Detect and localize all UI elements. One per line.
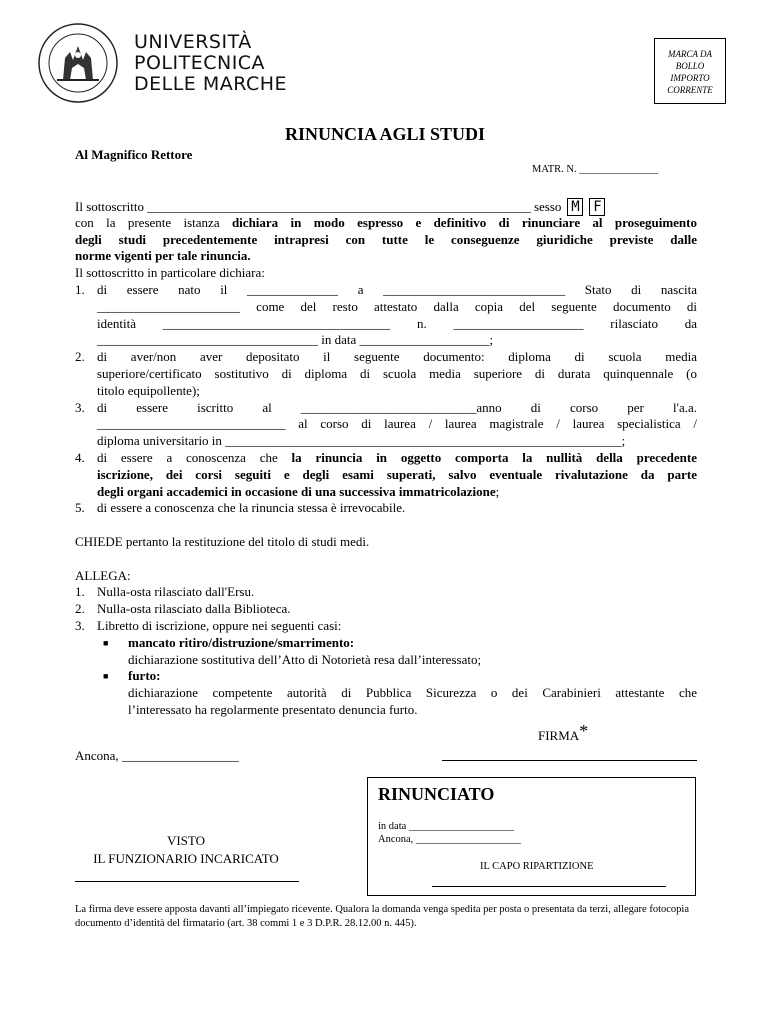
declaration-item-3	[75, 400, 697, 450]
university-seal-logo	[37, 22, 119, 104]
office-date-line: in data ____________________	[378, 821, 514, 832]
case-title: furto:	[128, 668, 161, 684]
university-name-line: POLITECNICA	[134, 52, 266, 74]
signature-asterisk: *	[579, 721, 589, 741]
case-theft	[75, 668, 697, 718]
identity-line[interactable]: identità ___________________________________ n. ____________________ rilasciato da	[97, 315, 697, 331]
item-number: 1.	[75, 281, 85, 297]
sex-female-box[interactable]: F	[589, 198, 605, 216]
sex-male-box[interactable]: M	[567, 198, 583, 216]
attachment-text: Nulla-osta rilasciato dalla Biblioteca.	[97, 601, 291, 617]
document-title: RINUNCIA AGLI STUDI	[284, 124, 486, 144]
issue-date-line[interactable]: __________________________________ in data ____________________;	[97, 332, 494, 348]
stamp-box-line: BOLLO	[675, 61, 705, 71]
declaration-item-1	[75, 282, 697, 349]
declaration-intro: Il sottoscritto in particolare dichiara:	[75, 265, 265, 281]
department-head-signature-line	[432, 886, 666, 887]
consequence-bold: degli organi accademici in occasione di una successiva immatricolazione	[97, 483, 496, 499]
bullet-square-icon: ■	[103, 671, 109, 682]
item-number: 2.	[75, 349, 85, 365]
item-number: 4.	[75, 449, 85, 465]
consequence-bold: la rinuncia in oggetto comporta la nullità della precedente	[291, 449, 697, 465]
stamp-box-line: CORRENTE	[667, 85, 713, 95]
office-box-title: RINUNCIATO	[378, 784, 495, 804]
diploma-line: di aver/non aver depositato il seguente documento: diploma di scuola media	[97, 349, 697, 365]
item-number: 2.	[75, 601, 85, 617]
attachment-text: Nulla-osta rilasciato dall'Ersu.	[97, 584, 255, 600]
signature-line[interactable]	[442, 760, 697, 761]
declaration-item-5	[75, 500, 697, 517]
case-text: l’interessato ha regolarmente presentato denuncia furto.	[128, 701, 418, 717]
enrolment-line[interactable]: di essere iscritto al ___________________________anno di corso per l'a.a.	[97, 399, 697, 415]
document-line[interactable]: ______________________ come del resto attestato dalla copia del seguente documento di	[97, 298, 697, 314]
undersigned-field[interactable]: Il sottoscritto ___________________________________________________________ sesso	[75, 199, 562, 214]
case-text: dichiarazione competente autorità di Pubblica Sicurezza o dei Carabinieri attestante che	[128, 685, 697, 701]
stamp-box-line: MARCA DA	[667, 49, 713, 59]
official-signature-line	[75, 881, 299, 882]
case-text: dichiarazione sostitutiva dell’Atto di Notorietà resa dall’interessato;	[128, 651, 482, 667]
declaration-item-4	[75, 450, 697, 500]
university-name	[134, 32, 287, 95]
signature-label	[538, 721, 589, 745]
diploma-line: superiore/certificato sostitutivo di diploma di scuola media superiore di durata quinquennale (o	[97, 365, 697, 381]
visa-label: VISTO	[166, 833, 206, 848]
attachments-heading: ALLEGA:	[75, 567, 131, 583]
item-number: 1.	[75, 584, 85, 600]
consequence-line	[75, 450, 697, 467]
birth-line[interactable]: di essere nato il ______________ a ____________________________ Stato di nascita	[97, 281, 697, 297]
item-number: 5.	[75, 500, 85, 516]
office-box-dates	[378, 820, 521, 846]
attachment-item	[75, 584, 697, 601]
official-visa	[75, 832, 297, 868]
statement-text: con la presente istanza	[75, 214, 232, 230]
consequence-line: iscrizione, dei corsi seguiti e degli esami superati, salvo eventuale rivalutazione da parte	[97, 466, 697, 482]
university-name-line: DELLE MARCHE	[134, 73, 288, 95]
stamp-box-line: IMPORTO	[670, 73, 710, 83]
attachment-item	[75, 601, 697, 618]
item-number: 3.	[75, 617, 85, 633]
department-head-label: IL CAPO RIPARTIZIONE	[480, 861, 594, 872]
statement-line: degli studi precedentemente intrapresi con tutte le conseguenze giuridiche previste dalle	[75, 231, 697, 247]
signature-label-text: FIRMA	[538, 728, 580, 743]
consequence-text: ;	[495, 483, 500, 499]
case-title: mancato ritiro/distruzione/smarrimento:	[128, 634, 355, 650]
request-line: CHIEDE pertanto la restituzione del titolo di studi medi.	[75, 533, 370, 549]
statement-bold: dichiara in modo espresso e definitivo di rinunciare al proseguimento	[231, 214, 697, 230]
attachment-text: Libretto di iscrizione, oppure nei seguenti casi:	[97, 617, 342, 633]
enrolment-line[interactable]: _____________________________ al corso di laurea / laurea magistrale / laurea specialistica /	[97, 416, 697, 432]
item-number: 3.	[75, 399, 85, 415]
statement-line: norme vigenti per tale rinuncia.	[75, 248, 251, 264]
irrevocable-line: di essere a conoscenza che la rinuncia stessa è irrevocabile.	[97, 500, 406, 516]
office-place-line: Ancona, ____________________	[378, 834, 521, 845]
enrolment-line[interactable]: diploma universitario in _____________________________________________________________;	[97, 433, 626, 449]
case-lost	[75, 635, 697, 669]
bullet-square-icon: ■	[103, 637, 109, 648]
attachment-item	[75, 618, 697, 635]
undersigned-line	[75, 198, 697, 215]
university-name-line: UNIVERSITÀ	[134, 31, 252, 53]
revenue-stamp-box	[654, 38, 726, 104]
recipient: Al Magnifico Rettore	[75, 147, 193, 162]
consequence-line	[75, 484, 697, 501]
consequence-text: di essere a conoscenza che	[97, 449, 292, 465]
footer-note: La firma deve essere apposta davanti all’impiegato ricevente. Qualora la domanda venga spedita per posta o presentata da terzi, allegare fotocopia documento d’identità del firmatario (art. 38 commi 1 e 3 D.P.R. 28.12.00 n. 445).	[75, 904, 689, 929]
place-date-field[interactable]: Ancona, __________________	[75, 748, 239, 763]
declaration-item-2	[75, 349, 697, 399]
diploma-line: titolo equipollente);	[97, 382, 200, 398]
statement-line	[75, 215, 697, 232]
matriculation-field[interactable]: MATR. N. _______________	[532, 164, 659, 175]
official-label: IL FUNZIONARIO INCARICATO	[93, 851, 279, 866]
form-body	[75, 198, 697, 719]
